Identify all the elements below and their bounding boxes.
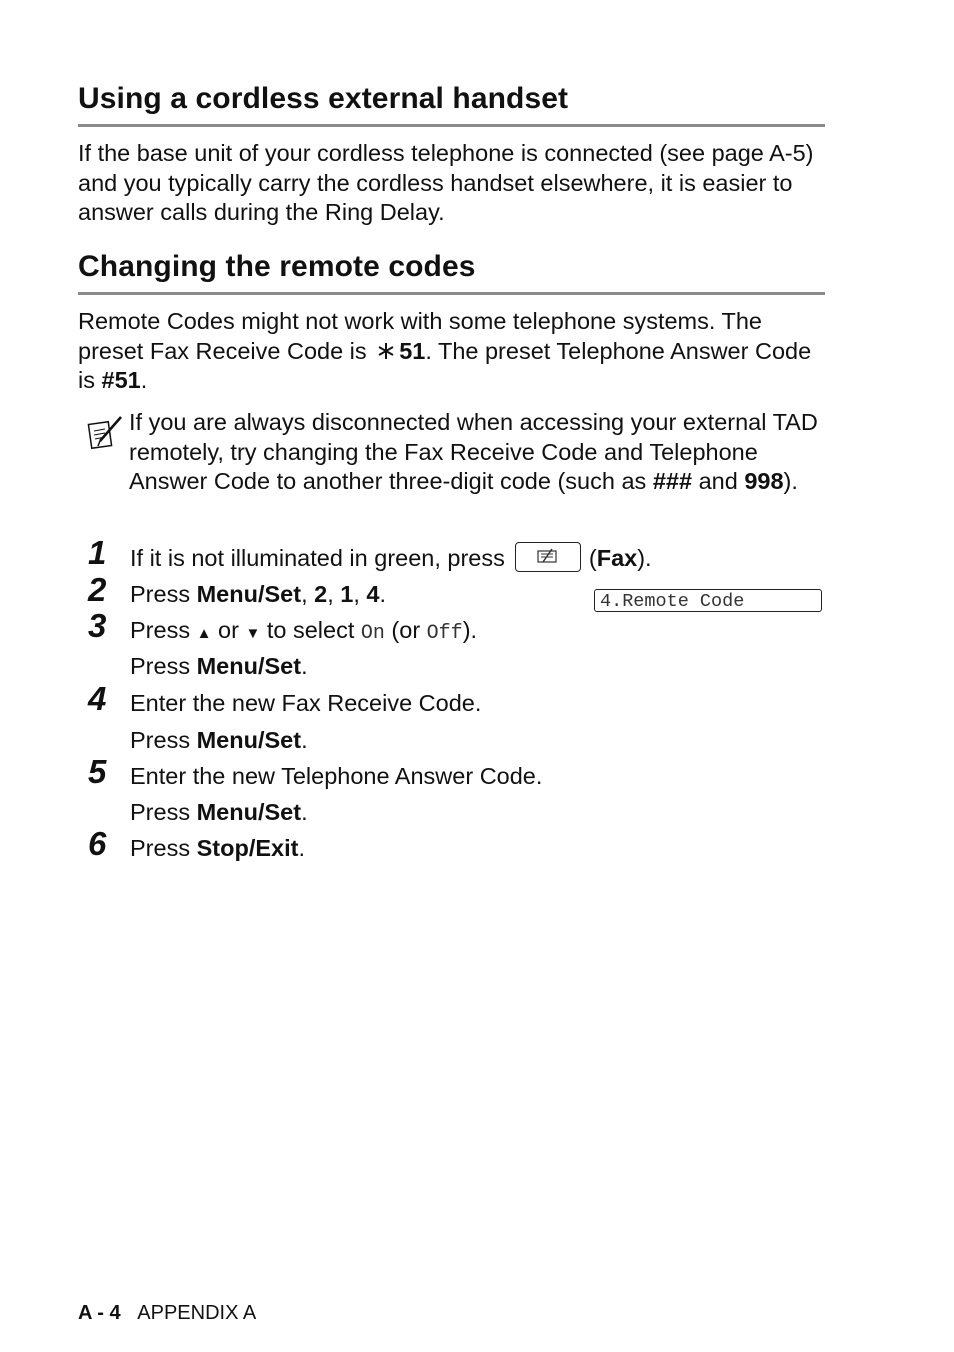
- step-number: 6: [88, 825, 107, 862]
- option-on: On: [360, 622, 385, 645]
- fax-key-icon: [515, 542, 581, 572]
- step-1: If it is not illuminated in green, press (Fax).: [130, 544, 652, 575]
- step-4-confirm: Press Menu/Set.: [130, 727, 308, 753]
- section-body-cordless: If the base unit of your cordless telephone is connected (see page A-5) and you typically carry the cordless handset elsewhere, it is easier to answer calls during the Ring Delay.: [78, 140, 814, 225]
- step-3-confirm: Press Menu/Set.: [130, 653, 308, 679]
- step-5-confirm: Press Menu/Set.: [130, 799, 308, 825]
- note-pencil-icon: [86, 413, 126, 453]
- section-body-remote-codes: Remote Codes might not work with some telephone systems. The preset Fax Receive Code is 51. The preset Telephone Answer Code is #51.: [78, 308, 812, 393]
- down-arrow-icon: ▼: [245, 625, 261, 642]
- option-off: Off: [426, 622, 463, 645]
- step-number: 4: [88, 680, 107, 717]
- step-5: Enter the new Telephone Answer Code.: [130, 763, 543, 789]
- section-heading-remote-codes: Changing the remote codes: [78, 250, 476, 283]
- heading-rule: [78, 124, 825, 127]
- up-arrow-icon: ▲: [196, 625, 212, 642]
- note-text: If you are always disconnected when accessing your external TAD remotely, try changing the Fax Receive Code and Telephone Answer Code to another three-digit code (such as ### and 998).: [129, 409, 818, 494]
- telephone-answer-code: #51: [101, 367, 141, 393]
- page-footer: [78, 1302, 256, 1325]
- fax-receive-code: 51: [399, 337, 426, 364]
- star-icon: [373, 337, 399, 367]
- step-2: Press Menu/Set, 2, 1, 4.: [130, 581, 387, 607]
- fax-key-label: Fax: [596, 545, 638, 571]
- step-4: Enter the new Fax Receive Code.: [130, 690, 482, 716]
- step-number: 1: [88, 534, 107, 571]
- page-number: A - 4: [78, 1302, 121, 1324]
- section-heading-cordless: Using a cordless external handset: [78, 82, 569, 115]
- step-number: 2: [88, 571, 107, 608]
- step-3: Press ▲ or ▼ to select On (or Off).: [130, 617, 478, 645]
- lcd-display: 4.Remote Code: [594, 589, 822, 612]
- heading-rule: [78, 292, 825, 295]
- step-number: 3: [88, 607, 107, 644]
- step-number: 5: [88, 753, 107, 790]
- step-6: Press Stop/Exit.: [130, 835, 305, 861]
- appendix-label: APPENDIX A: [137, 1302, 257, 1324]
